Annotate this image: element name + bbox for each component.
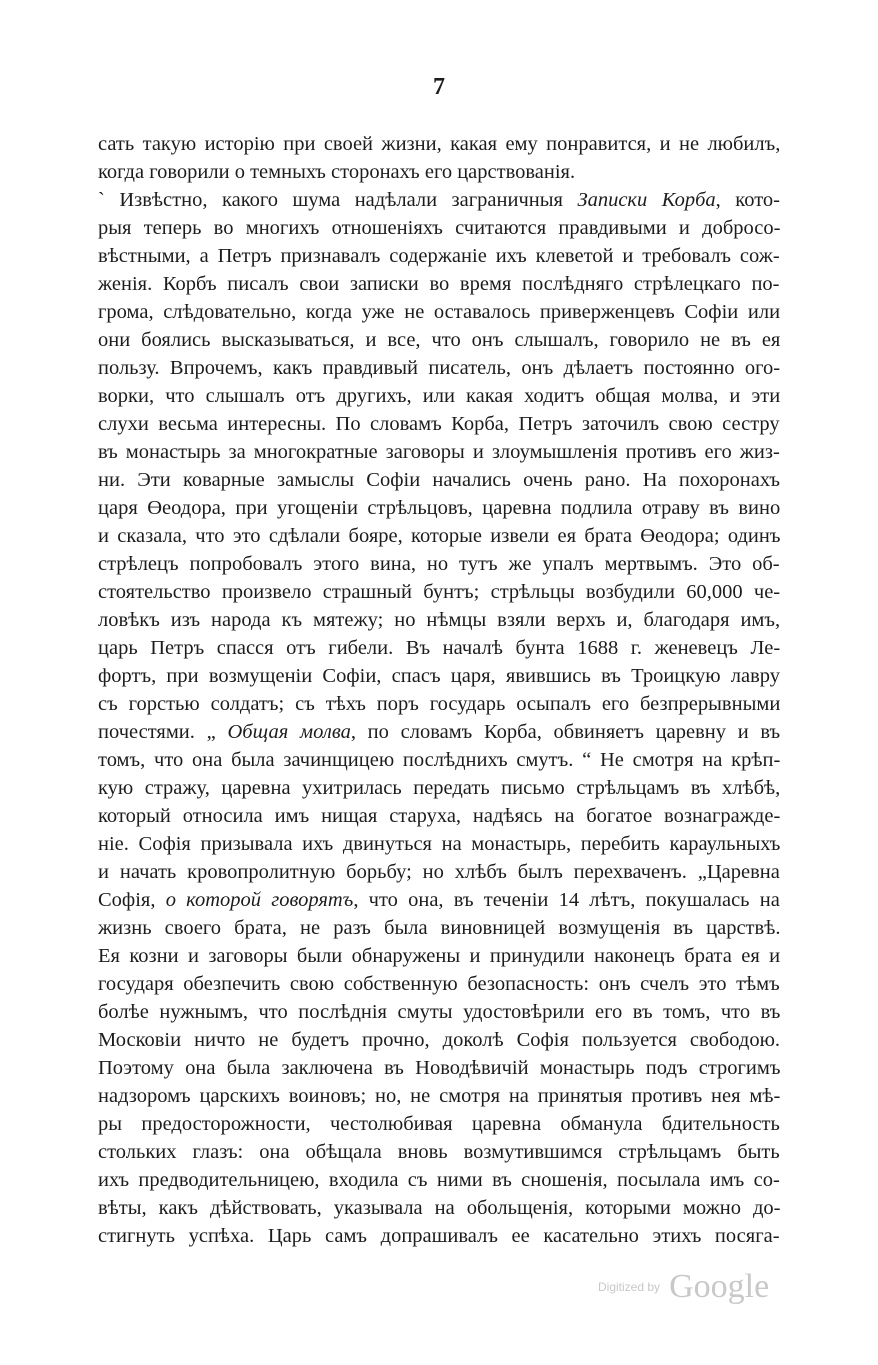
text-line: съ горстью солдатъ; съ тѣхъ поръ государь осыпалъ его безпрерывными: [98, 693, 781, 715]
watermark-prefix: Digitized by: [598, 1280, 661, 1294]
text-line: сать такую исторію при своей жизни, какая ему понравится, и не любилъ,: [98, 133, 781, 155]
text-line: стольких глазъ: она обѣщала вновь возмутившимся стрѣльцамъ быть: [98, 1141, 780, 1163]
text-line: почестями. „ Общая молва, по словамъ Корба, обвиняетъ царевну и въ: [98, 721, 781, 743]
text-line: стоятельство произвело страшный бунтъ; стрѣльцы возбудили 60,000 че-: [98, 581, 781, 603]
text-line: грома, слѣдовательно, когда уже не оставалось приверженцевъ Софіи или: [98, 301, 781, 323]
text-line: царя Өеодора, при угощеніи стрѣльцовъ, царевна подлила отраву въ вино: [98, 497, 781, 519]
text-line: рыя теперь во многихъ отношеніяхъ считаются правдивыми и добросо-: [98, 217, 781, 239]
text-line: въ монастырь за многократные заговоры и злоумышленія противъ его жиз-: [98, 441, 780, 463]
text-line: томъ, что она была зачинщицею послѣднихъ смутъ. “ Не смотря на крѣп-: [98, 749, 781, 771]
text-line: пользу. Впрочемъ, какъ правдивый писатель, онъ дѣлаетъ постоянно ого-: [98, 357, 781, 379]
text-line: государя обезпечить свою собственную безопасность: онъ счелъ это тѣмъ: [98, 973, 780, 995]
text-line: и сказала, что это сдѣлали бояре, которые извели ея брата Өеодора; одинъ: [98, 525, 781, 547]
page-number: 7: [433, 74, 445, 100]
text-line: Ея козни и заговоры были обнаружены и принудили наконецъ брата ея и: [98, 945, 781, 967]
text-line: царь Петръ спасся отъ гибели. Въ началѣ бунта 1688 г. женевецъ Ле-: [98, 637, 781, 659]
text-line: фортъ, при возмущеніи Софіи, спасъ царя, явившись въ Троицкую лавру: [98, 665, 780, 687]
text-line: ры предосторожности, честолюбивая царевна обманула бдительность: [98, 1113, 780, 1135]
text-line: Московіи ничто не будетъ прочно, доколѣ Софія пользуется свободою.: [98, 1029, 781, 1051]
text-line: Софія, о которой говорятъ, что она, въ теченіи 14 лѣтъ, покушалась на: [98, 889, 780, 911]
text-line: надзоромъ царскихъ воиновъ; но, не смотря на принятыя противъ нея мѣ-: [98, 1085, 781, 1107]
text-line: стигнуть успѣха. Царь самъ допрашивалъ ее касательно этихъ посяга-: [98, 1225, 780, 1247]
text-line: когда говорили о темныхъ сторонахъ его царствованія.: [98, 161, 576, 183]
text-line: ихъ предводительницею, входила съ ними въ сношенія, посылала имъ со-: [98, 1169, 780, 1191]
text-line: ніе. Софія призывала ихъ двинуться на монастырь, перебить караульныхъ: [98, 833, 781, 855]
text-line: ворки, что слышалъ отъ другихъ, или какая ходитъ общая молва, и эти: [98, 385, 781, 407]
text-line: ни. Эти коварные замыслы Софіи начались очень рано. На похоронахъ: [98, 469, 780, 491]
text-line: слухи весьма интересны. По словамъ Корба, Петръ заточилъ свою сестру: [98, 413, 780, 435]
text-line: женія. Корбъ писалъ свои записки во время послѣдняго стрѣлецкаго по-: [98, 273, 780, 295]
text-line: Поэтому она была заключена въ Новодѣвичій монастырь подъ строгимъ: [98, 1057, 781, 1079]
text-line: ловѣкъ изъ народа къ мятежу; но нѣмцы взяли верхъ и, благодаря имъ,: [98, 609, 781, 631]
text-line: и начать кровопролитную борьбу; но хлѣбъ былъ перехваченъ. „Царевна: [98, 861, 780, 883]
text-line: вѣты, какъ дѣйствовать, указывала на обольщенія, которыми можно до-: [98, 1197, 781, 1219]
google-logo: Google: [669, 1268, 770, 1305]
text-line: кую стражу, царевна ухитрилась передать письмо стрѣльцамъ въ хлѣбѣ,: [98, 777, 781, 799]
text-line: который относила имъ нищая старуха, надѣясь на богатое вознагражде-: [98, 805, 781, 827]
text-line: они боялись высказываться, и все, что онъ слышалъ, говорило не въ ея: [98, 329, 781, 351]
text-line: стрѣлецъ попробовалъ этого вина, но тутъ же упалъ мертвымъ. Это об-: [98, 553, 780, 575]
text-line: болѣе нужнымъ, что послѣднія смуты удостовѣрили его въ томъ, что въ: [98, 1001, 781, 1023]
text-line: ` Извѣстно, какого шума надѣлали заграничныя Записки Корба, кото-: [98, 189, 780, 211]
text-line: вѣстными, а Петръ признавалъ содержаніе ихъ клеветой и требовалъ сож-: [98, 245, 780, 267]
digitized-watermark: [598, 1268, 769, 1306]
text-line: жизнь своего брата, не разъ была виновницей возмущенія въ царствѣ.: [98, 917, 781, 939]
